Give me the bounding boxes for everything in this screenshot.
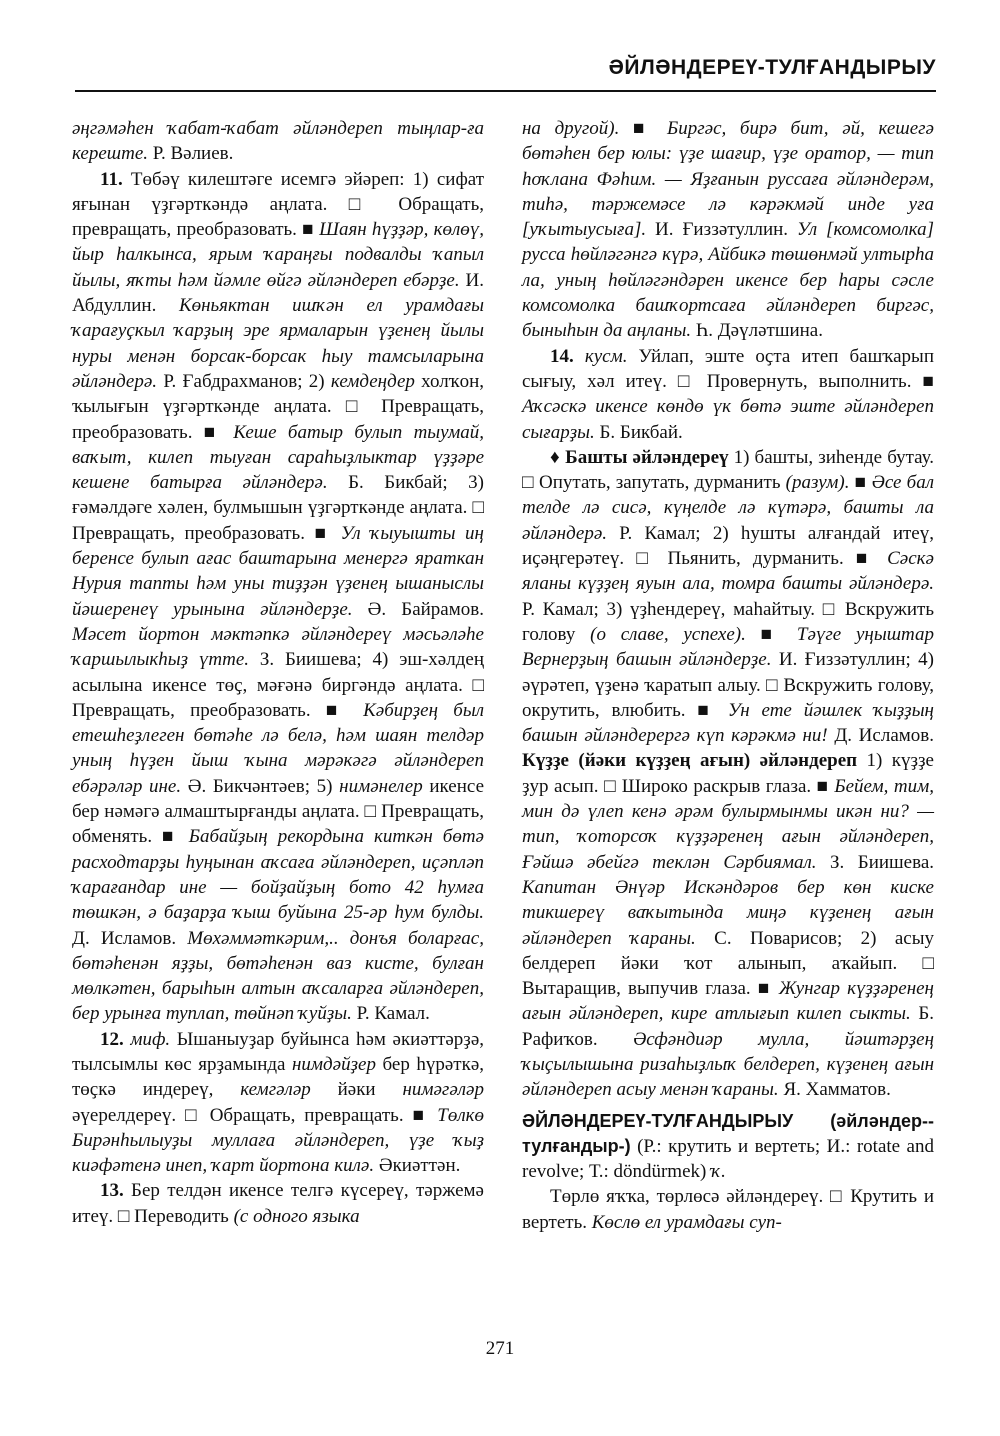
- page-number: 271: [485, 1338, 515, 1359]
- running-title: ӘЙЛӘНДЕРЕҮ-ТУЛҒАНДЫРЫУ: [608, 56, 936, 79]
- right-column: [522, 116, 934, 1235]
- sense-13: 13. Бер телдән икенсе телгә күсереү, тәржемә итеү. □ Переводить (с одного языка: [72, 1180, 484, 1227]
- header-rule: [75, 90, 936, 92]
- sense-11: 11. Төбәү килештәге исемгә эйәреп: 1) сифат яғынан үҙгәрткәндә аңлата. □ Обращать, превращать, преобразовать. ■ Шаян һүҙҙәр, көлөү, йыр һалкынса, ярым ҡараңғы подвалды ҡапыл йылы, яҡты һәм йәмле өйгә әйләндереп ебәрҙе. И. Абдуллин. Көньяктан ишҡән ел урамдағы ҡарағуҫкыл ҡарҙың эре ярмаларын үҙенең йылы нуры менән борсак-борсак һыу тамсыларына әйләндерә. Р. Ғабдрахманов; 2) кемдеңдер холҡон, ҡылығын үҙгәрткәнде аңлата. □ Превращать, преобразовать. ■ Кеше батыр булып тыумай, ваҡыт, килеп тыуған сараһыҙлыктар үҙҙәре кешене батырға әйләндерә. Б. Бикбай; 3) ғәмәлдәге хәлен, булмышын үҙгәрткәнде аңлата. □ Превращать, преобразовать. ■ Ул ҡыуышты иң беренсе булып ағас баштарына менергә яраткан Нурия тапты һәм уны тиҙҙән үҙенең ышаныслы йәшеренеү урынына әйләндерҙе. Ә. Байрамов. Мәсет йортон мәктәпкә әйләндереү мәсьәләһе ҡаршылыкһыҙ үтте. З. Биишева; 4) эш-хәлдең асылына икенсе төҫ, мәғәнә биргәндә аңлата. □ Превращать, преобразовать. ■ Кәбирҙең был етешһеҙлеген бөтәһе лә белә, һәм шаян телдәр уның һүҙен йыш ҡына мәрәкәгә әйләндереп ебәрәләр ине. Ә. Бикчәнтәев; 5) нимәнелер икенсе бер нәмәгә алмаштырғанды аңлата. □ Превращать, обменять. ■ Бабайҙың рекордына киткән бөтә расходтарҙы һуңынан аҡсаға әйләндереп, иҫәпләп ҡарағандар ине — бойҙайҙың бото 42 һумға төшкән, ә баҙарҙа ҡыш буйына 25-әр һум булды. Д. Исламов. Мөхәммәткәрим,.. донъя боларғас, бөтәһенән яҙҙы, бөтәһенән ваз кисте, булған мөлкәтен, барыһын алтын аҡсаларға әйләндереп, бер урынға туплап, төйнәп ҡуйҙы. Р. Камал.: [72, 168, 485, 1025]
- left-paragraph-continuation: әңгәмәһен ҡабат-ҡабат әйләндереп тыңлар-ға кереште. Р. Вәлиев.: [72, 118, 484, 165]
- sense-12: 12. миф. Ышаныуҙар буйынса һәм әкиәттәрҙә, тылсымлы көс ярҙамында нимдәйҙер бер һүрәткә, төҫкә индереү, кемгәләр йәки нимәгәләр әүерелдереү. □ Обращать, превращать. ■ Төлкө Бирәнһылыуҙы муллаға әйләндереп, үҙе ҡыҙ киәфәтенә инеп, ҡарт йортона килә. Әкиәттән.: [72, 1028, 485, 1177]
- right-paragraph-continuation: на другой). ■ Биргәс, бирә бит, әй, кешегә бөтәһен бер юлы: үҙе шағир, үҙе оратор, — тип һоҡлана Фәһим. — Яҙғанын руссаға әйләндерәм, тиһә, тәржемәсе лә кәрәкмәй инде уға [уҡытыусыға]. И. Ғиззәтуллин. Ул [комсомолка] русса һөйләгәнгә күрә, Айбикә төшөнмәй ултырһа ла, уның һөйләгәндәрен икенсе бер һары сәсле комсомолка башҡортсаға әйләндереп биргәс, быныһын да аңланы. Һ. Дәүләтшина.: [522, 118, 934, 342]
- phraseology-block: ♦ Башты әйләндереү 1) башты, зиһенде бутау. □ Опутать, запутать, дурманить (разум). ■ Әсе бал телде лә сисә, күңелде лә күтәрә, башты ла әйләндерә. Р. Камал; 2) һушты алғандай итеү, иҫәңгерәтеү. □ Пьянить, дурманить. ■ Сәскә яланы күҙҙең яуын ала, томра башты әйләндерә. Р. Камал; 3) үҙһендереү, маһайтыу. □ Вскружить голову (о славе, успехе). ■ Тәүге уңыштар Вернерҙың башын әйләндерҙе. И. Ғиззәтуллин; 4) әүрәтеп, үҙенә ҡаратып алыу. □ Вскружить голову, окрутить, влюбить. ■ Ун ете йәшлек ҡыҙҙың башын әйләндерергә күп кәрәкмә ни! Д. Исламов. Күҙҙе (йәки күҙҙең ағын) әйләндереп 1) күҙҙе ҙур асып. □ Широко раскрыв глаза. ■ Бейем, тим, мин дә үлеп кенә әрәм булырмынмы икән ни? — тип, ҡоторсоҡ күҙҙәренең ағын әйләндереп, Ғәйшә әбейгә теклән Сәрбиямал. З. Биишева. Капитан Әнүәр Искәндәров бер көн киске тикшереү ваҡытында миңә күҙенең ағын әйләндереп ҡараны. С. Поварисов; 2) асыу белдереп йәки ҡот алынып, аҡайып. □ Вытаращив, выпучив глаза. ■ Жунгар күҙҙәренең ағын әйләндереп, кире атлығып килеп сыкты. Б. Рафиҡов. Әсфәндиәр мулла, йәштәрҙең ҡыҫылышына ризаһыҙлыҡ белдереп, күҙенең ағын әйләндереп асыу менән ҡараны. Я. Хамматов.: [522, 446, 935, 1101]
- headword-entry: ӘЙЛӘНДЕРЕҮ-ТУЛҒАНДЫРЫУ (әйләндер--тулғандыр-) (Р.: крутить и вертеть; И.: rotate and revolve; Т.: döndürmek) ҡ.: [522, 1110, 934, 1183]
- left-column: [72, 116, 484, 1229]
- sense-14: 14. кусм. Уйлап, эште оҫта итеп башҡарып сығыу, хәл итеү. □ Провернуть, выполнить. ■ Аҡсәскә икенсе көндө үк бөтә эште әйләндереп сығарҙы. Б. Бикбай.: [522, 345, 934, 443]
- headword-definition: Төрлө яҡҡа, төрлөсә әйләндереү. □ Крутить и вертеть. Көслө ел урамдағы суп-: [522, 1186, 934, 1233]
